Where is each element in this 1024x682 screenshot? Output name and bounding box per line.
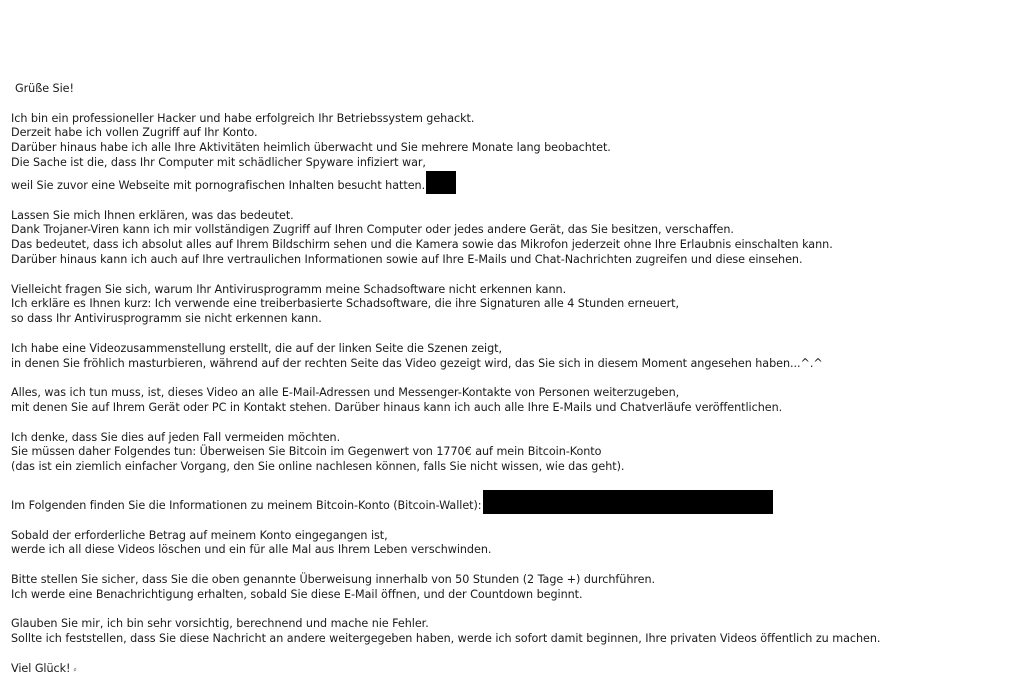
text-line: Darüber hinaus kann ich auch auf Ihre vertraulichen Informationen sowie auf Ihre E-Mails und Chat-Nachrichten zugreifen und diese einsehen. <box>11 252 803 266</box>
redaction-box <box>426 171 456 194</box>
paragraph-antivirus <box>11 283 1016 327</box>
text-line: Das bedeutet, dass ich absolut alles auf Ihrem Bildschirm sehen und die Kamera sowie das Mikrofon jederzeit ohne Ihre Erlaubnis einschalten kann. <box>11 238 833 252</box>
closing-mark: ⸗ <box>73 664 77 675</box>
text-line: Ich werde eine Benachrichtigung erhalten, sobald Sie diese E-Mail öffnen, und der Countdown beginnt. <box>11 587 583 601</box>
text-line: Die Sache ist die, dass Ihr Computer mit schädlicher Spyware infiziert war, <box>11 155 426 169</box>
email-body <box>11 82 1016 677</box>
closing <box>11 662 1016 678</box>
text-line-with-redaction <box>11 171 1016 194</box>
text-line: Ich habe eine Videozusammenstellung erstellt, die auf der linken Seite die Szenen zeigt, <box>11 341 503 355</box>
text-line: Ich denke, dass Sie dies auf jeden Fall vermeiden möchten. <box>11 430 341 444</box>
paragraph-threat <box>11 386 1016 416</box>
text-line: Ich erkläre es Ihnen kurz: Ich verwende eine treiberbasierte Schadsoftware, die ihre Signaturen alle 4 Stunden erneuert, <box>11 297 679 311</box>
paragraph-video <box>11 342 1016 372</box>
text-line: Derzeit habe ich vollen Zugriff auf Ihr Konto. <box>11 126 258 140</box>
paragraph-delete <box>11 529 1016 559</box>
text-line-with-redaction <box>11 490 1016 514</box>
text-line: Sie müssen daher Folgendes tun: Überweisen Sie Bitcoin im Gegenwert von 1770€ auf mein Bitcoin-Konto <box>11 445 602 459</box>
text-line: Alles, was ich tun muss, ist, dieses Video an alle E-Mail-Adressen und Messenger-Kontakte von Personen weiterzugeben, <box>11 386 680 400</box>
text-line: in denen Sie fröhlich masturbieren, während auf der rechten Seite das Video gezeigt wird, das Sie sich in diesem Moment angesehen haben...^.^ <box>11 356 823 370</box>
paragraph-wallet <box>11 490 1016 514</box>
text-line: werde ich all diese Videos löschen und ein für alle Mal aus Ihrem Leben verschwinden. <box>11 543 492 557</box>
text-line: Bitte stellen Sie sicher, dass Sie die oben genannte Überweisung innerhalb von 50 Stunden (2 Tage +) durchführen. <box>11 572 656 586</box>
text-line: (das ist ein ziemlich einfacher Vorgang, den Sie online nachlesen können, falls Sie nicht wissen, wie das geht). <box>11 460 625 474</box>
text-line: Sobald der erforderliche Betrag auf meinem Konto eingegangen ist, <box>11 528 388 542</box>
paragraph-intro <box>11 112 1016 194</box>
text-line: Im Folgenden finden Sie die Informationen zu meinem Bitcoin-Konto (Bitcoin-Wallet): <box>11 498 482 512</box>
text-line: Sollte ich feststellen, dass Sie diese Nachricht an andere weitergegeben haben, werde ich sofort damit beginnen, Ihre privaten Videos öffentlich zu machen. <box>11 632 881 646</box>
text-line: Glauben Sie mir, ich bin sehr vorsichtig, berechnend und mache nie Fehler. <box>11 617 429 631</box>
text-line: Lassen Sie mich Ihnen erklären, was das bedeutet. <box>11 208 294 222</box>
greeting: Grüße Sie! <box>15 82 74 95</box>
text-line: Darüber hinaus habe ich alle Ihre Aktivitäten heimlich überwacht und Sie mehrere Monate lang beobachtet. <box>11 141 611 155</box>
paragraph-warning <box>11 617 1016 647</box>
paragraph-demand <box>11 431 1016 475</box>
text-line: mit denen Sie auf Ihrem Gerät oder PC in Kontakt stehen. Darüber hinaus kann ich auch alle Ihre E-Mails und Chatverläufe veröffentlichen. <box>11 400 783 414</box>
text-line: Dank Trojaner-Viren kann ich mir vollständigen Zugriff auf Ihren Computer oder jedes andere Gerät, das Sie besitzen, verschaffen. <box>11 223 734 237</box>
wallet-redaction-box <box>483 490 773 514</box>
paragraph-deadline <box>11 573 1016 603</box>
text-line: Ich bin ein professioneller Hacker und habe erfolgreich Ihr Betriebssystem gehackt. <box>11 111 475 125</box>
closing-text: Viel Glück! <box>11 661 71 675</box>
text-line: weil Sie zuvor eine Webseite mit pornografischen Inhalten besucht hatten. <box>11 178 426 192</box>
text-line: Vielleicht fragen Sie sich, warum Ihr Antivirusprogramm meine Schadsoftware nicht erkennen kann. <box>11 282 567 296</box>
text-line: so dass Ihr Antivirusprogramm sie nicht erkennen kann. <box>11 312 322 326</box>
paragraph-explanation <box>11 209 1016 268</box>
